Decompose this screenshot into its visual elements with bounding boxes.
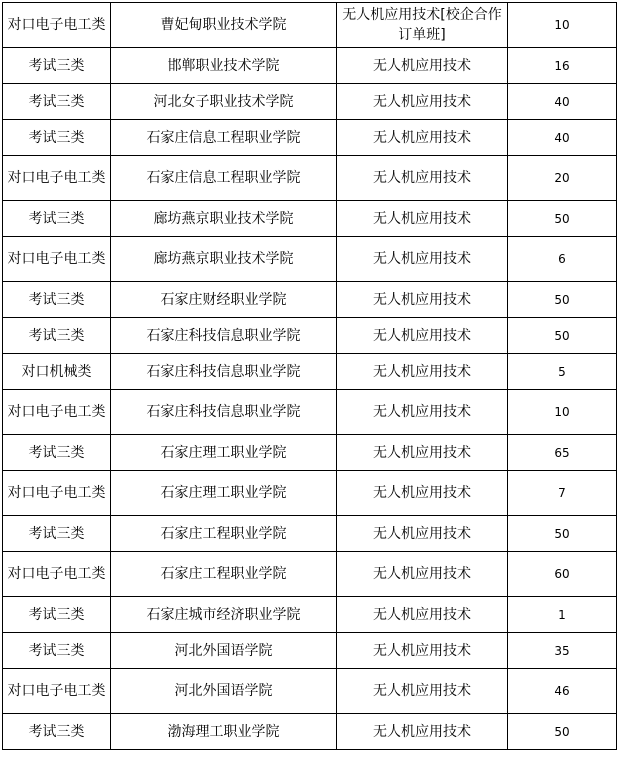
school-cell: 石家庄科技信息职业学院 bbox=[111, 318, 337, 354]
major-cell: 无人机应用技术 bbox=[337, 471, 508, 516]
major-cell: 无人机应用技术 bbox=[337, 435, 508, 471]
table-row bbox=[3, 120, 617, 156]
major-cell: 无人机应用技术 bbox=[337, 354, 508, 390]
quota-cell: 10 bbox=[508, 390, 617, 435]
category-cell: 考试三类 bbox=[3, 516, 111, 552]
school-cell: 石家庄信息工程职业学院 bbox=[111, 120, 337, 156]
quota-cell: 20 bbox=[508, 156, 617, 201]
quota-cell: 16 bbox=[508, 48, 617, 84]
school-cell: 石家庄财经职业学院 bbox=[111, 282, 337, 318]
table-row bbox=[3, 390, 617, 435]
major-cell: 无人机应用技术 bbox=[337, 282, 508, 318]
major-cell: 无人机应用技术 bbox=[337, 390, 508, 435]
category-cell: 考试三类 bbox=[3, 282, 111, 318]
major-cell: 无人机应用技术 bbox=[337, 201, 508, 237]
school-cell: 河北外国语学院 bbox=[111, 633, 337, 669]
major-cell: 无人机应用技术 bbox=[337, 156, 508, 201]
table-row bbox=[3, 3, 617, 48]
table-row bbox=[3, 669, 617, 714]
quota-cell: 40 bbox=[508, 84, 617, 120]
table-row bbox=[3, 435, 617, 471]
table-row bbox=[3, 48, 617, 84]
table-row bbox=[3, 516, 617, 552]
major-cell: 无人机应用技术 bbox=[337, 597, 508, 633]
school-cell: 廊坊燕京职业技术学院 bbox=[111, 201, 337, 237]
major-cell: 无人机应用技术 bbox=[337, 318, 508, 354]
category-cell: 对口电子电工类 bbox=[3, 3, 111, 48]
table-row bbox=[3, 84, 617, 120]
major-cell: 无人机应用技术 bbox=[337, 120, 508, 156]
quota-cell: 50 bbox=[508, 201, 617, 237]
major-cell: 无人机应用技术 bbox=[337, 516, 508, 552]
major-cell: 无人机应用技术 bbox=[337, 84, 508, 120]
table-row bbox=[3, 156, 617, 201]
school-cell: 石家庄科技信息职业学院 bbox=[111, 354, 337, 390]
quota-cell: 50 bbox=[508, 318, 617, 354]
category-cell: 考试三类 bbox=[3, 633, 111, 669]
major-cell: 无人机应用技术 bbox=[337, 48, 508, 84]
table-row bbox=[3, 237, 617, 282]
quota-cell: 40 bbox=[508, 120, 617, 156]
table-row bbox=[3, 318, 617, 354]
school-cell: 河北外国语学院 bbox=[111, 669, 337, 714]
quota-cell: 6 bbox=[508, 237, 617, 282]
quota-cell: 50 bbox=[508, 516, 617, 552]
school-cell: 石家庄理工职业学院 bbox=[111, 471, 337, 516]
table-row bbox=[3, 714, 617, 750]
category-cell: 考试三类 bbox=[3, 120, 111, 156]
major-cell: 无人机应用技术 bbox=[337, 552, 508, 597]
category-cell: 考试三类 bbox=[3, 597, 111, 633]
school-cell: 廊坊燕京职业技术学院 bbox=[111, 237, 337, 282]
category-cell: 对口电子电工类 bbox=[3, 552, 111, 597]
school-cell: 邯郸职业技术学院 bbox=[111, 48, 337, 84]
category-cell: 考试三类 bbox=[3, 48, 111, 84]
category-cell: 考试三类 bbox=[3, 201, 111, 237]
quota-cell: 65 bbox=[508, 435, 617, 471]
school-cell: 渤海理工职业学院 bbox=[111, 714, 337, 750]
category-cell: 考试三类 bbox=[3, 84, 111, 120]
category-cell: 考试三类 bbox=[3, 435, 111, 471]
quota-cell: 50 bbox=[508, 282, 617, 318]
quota-cell: 7 bbox=[508, 471, 617, 516]
quota-cell: 35 bbox=[508, 633, 617, 669]
major-cell: 无人机应用技术 bbox=[337, 714, 508, 750]
category-cell: 对口电子电工类 bbox=[3, 237, 111, 282]
table-row bbox=[3, 597, 617, 633]
table-row bbox=[3, 354, 617, 390]
school-cell: 石家庄科技信息职业学院 bbox=[111, 390, 337, 435]
quota-cell: 10 bbox=[508, 3, 617, 48]
category-cell: 对口电子电工类 bbox=[3, 471, 111, 516]
category-cell: 考试三类 bbox=[3, 318, 111, 354]
school-cell: 河北女子职业技术学院 bbox=[111, 84, 337, 120]
major-cell: 无人机应用技术 bbox=[337, 633, 508, 669]
school-cell: 石家庄信息工程职业学院 bbox=[111, 156, 337, 201]
school-cell: 石家庄城市经济职业学院 bbox=[111, 597, 337, 633]
school-cell: 石家庄理工职业学院 bbox=[111, 435, 337, 471]
admissions-table bbox=[2, 2, 617, 750]
school-cell: 曹妃甸职业技术学院 bbox=[111, 3, 337, 48]
quota-cell: 60 bbox=[508, 552, 617, 597]
major-cell: 无人机应用技术 bbox=[337, 237, 508, 282]
category-cell: 对口电子电工类 bbox=[3, 156, 111, 201]
category-cell: 考试三类 bbox=[3, 714, 111, 750]
quota-cell: 1 bbox=[508, 597, 617, 633]
table-row bbox=[3, 282, 617, 318]
category-cell: 对口机械类 bbox=[3, 354, 111, 390]
table-row bbox=[3, 201, 617, 237]
school-cell: 石家庄工程职业学院 bbox=[111, 516, 337, 552]
quota-cell: 46 bbox=[508, 669, 617, 714]
major-cell: 无人机应用技术 bbox=[337, 669, 508, 714]
category-cell: 对口电子电工类 bbox=[3, 669, 111, 714]
table-row bbox=[3, 633, 617, 669]
table-row bbox=[3, 552, 617, 597]
table-row bbox=[3, 471, 617, 516]
major-cell: 无人机应用技术[校企合作订单班] bbox=[337, 3, 508, 48]
quota-cell: 5 bbox=[508, 354, 617, 390]
quota-cell: 50 bbox=[508, 714, 617, 750]
category-cell: 对口电子电工类 bbox=[3, 390, 111, 435]
school-cell: 石家庄工程职业学院 bbox=[111, 552, 337, 597]
